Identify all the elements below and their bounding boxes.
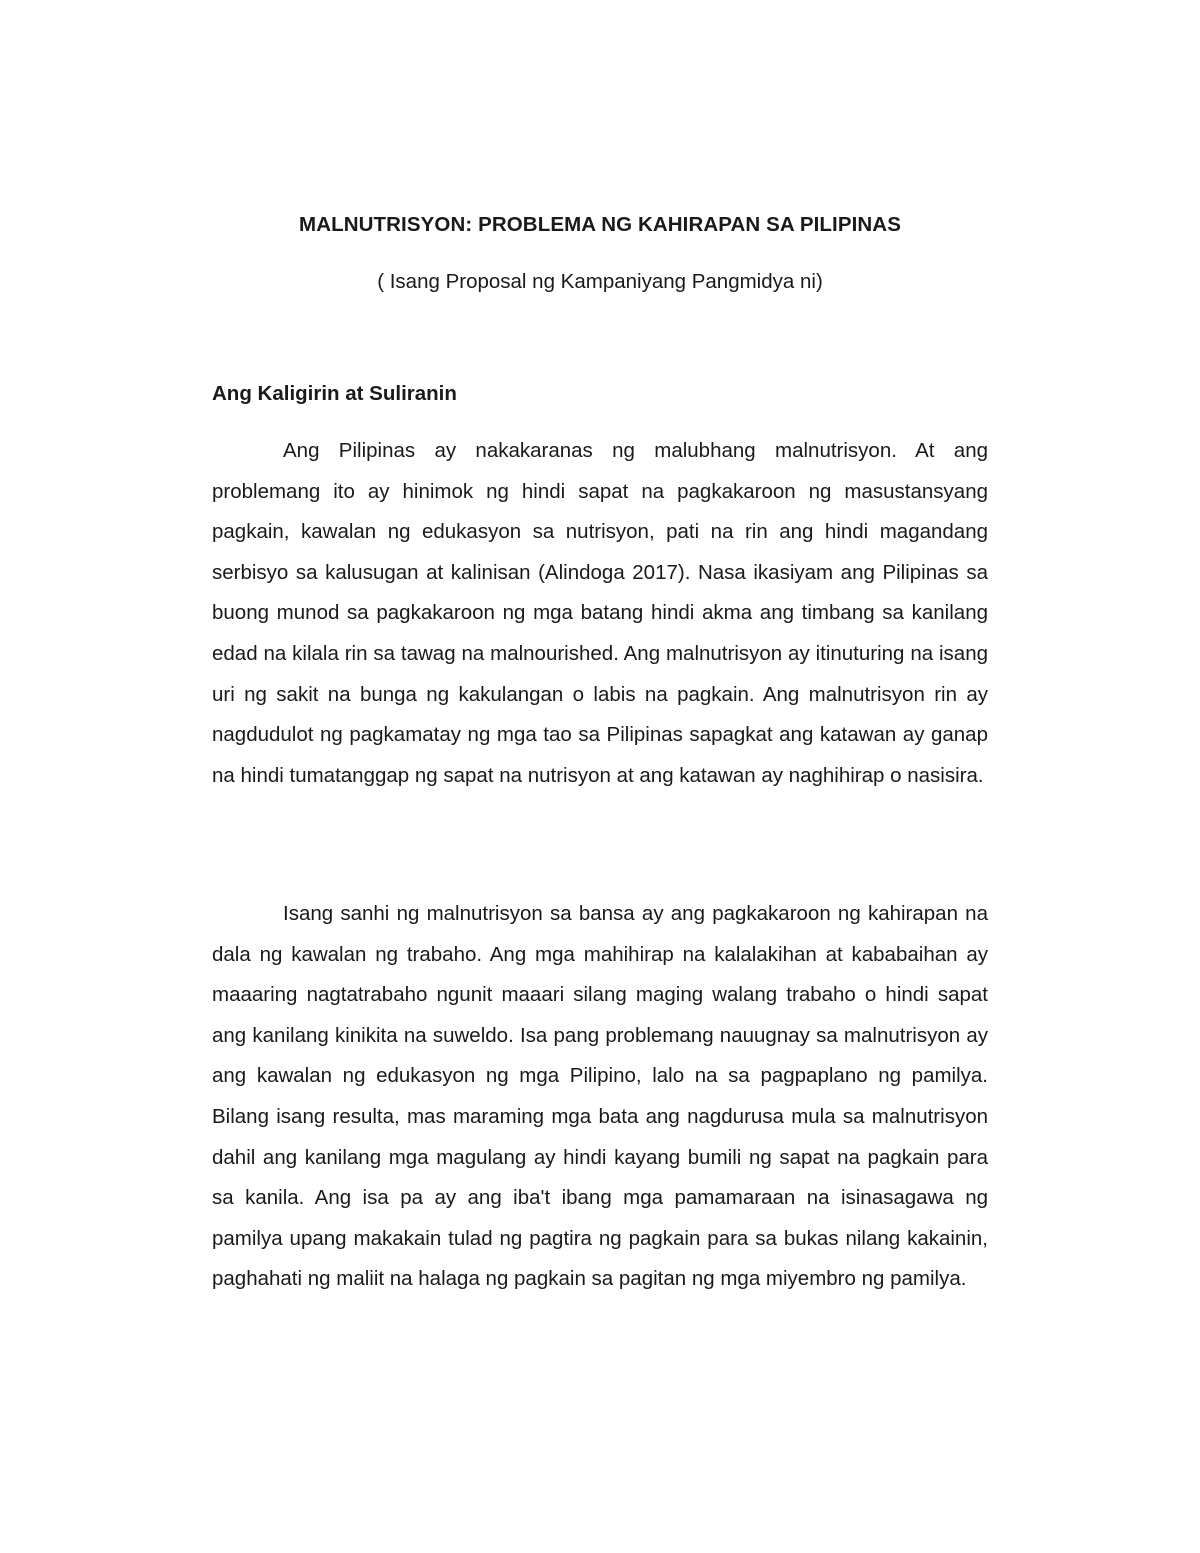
paragraph-1: Ang Pilipinas ay nakakaranas ng malubhang malnutrisyon. At ang problemang ito ay hinimok ng hindi sapat na pagkakaroon ng masustansyang pagkain, kawalan ng edukasyon sa nutrisyon, pati na rin ang hindi magandang serbisyo sa kalusugan at kalinisan (Alindoga 2017). Nasa ikasiyam ang Pilipinas sa buong munod sa pagkakaroon ng mga batang hindi akma ang timbang sa kanilang edad na kilala rin sa tawag na malnourished. Ang malnutrisyon ay itinuturing na isang uri ng sakit na bunga ng kakulangan o labis na pagkain. Ang malnutrisyon rin ay nagdudulot ng pagkamatay ng mga tao sa Pilipinas sapagkat ang katawan ay ganap na hindi tumatanggap ng sapat na nutrisyon at ang katawan ay naghihirap o nasisira. — [212, 439, 988, 787]
document-title: MALNUTRISYON: PROBLEMA NG KAHIRAPAN SA PILIPINAS — [299, 213, 901, 236]
document-subtitle: ( Isang Proposal ng Kampaniyang Pangmidya ni) — [377, 270, 823, 293]
paragraph-2: Isang sanhi ng malnutrisyon sa bansa ay ang pagkakaroon ng kahirapan na dala ng kawalan ng trabaho. Ang mga mahihirap na kalalakihan at kababaihan ay maaaring nagtatrabaho ngunit maaari silang maging walang trabaho o hindi sapat ang kanilang kinikita na suweldo. Isa pang problemang nauugnay sa malnutrisyon ay ang kawalan ng edukasyon ng mga Pilipino, lalo na sa pagpaplano ng pamilya. Bilang isang resulta, mas maraming mga bata ang nagdurusa mula sa malnutrisyon dahil ang kanilang mga magulang ay hindi kayang bumili ng sapat na pagkain para sa kanila. Ang isa pa ay ang iba't ibang mga pamamaraan na isinasagawa ng pamilya upang makakain tulad ng pagtira ng pagkain para sa bukas nilang kakainin, paghahati ng maliit na halaga ng pagkain sa pagitan ng mga miyembro ng pamilya. — [212, 902, 988, 1291]
section-heading: Ang Kaligirin at Suliranin — [212, 382, 457, 405]
